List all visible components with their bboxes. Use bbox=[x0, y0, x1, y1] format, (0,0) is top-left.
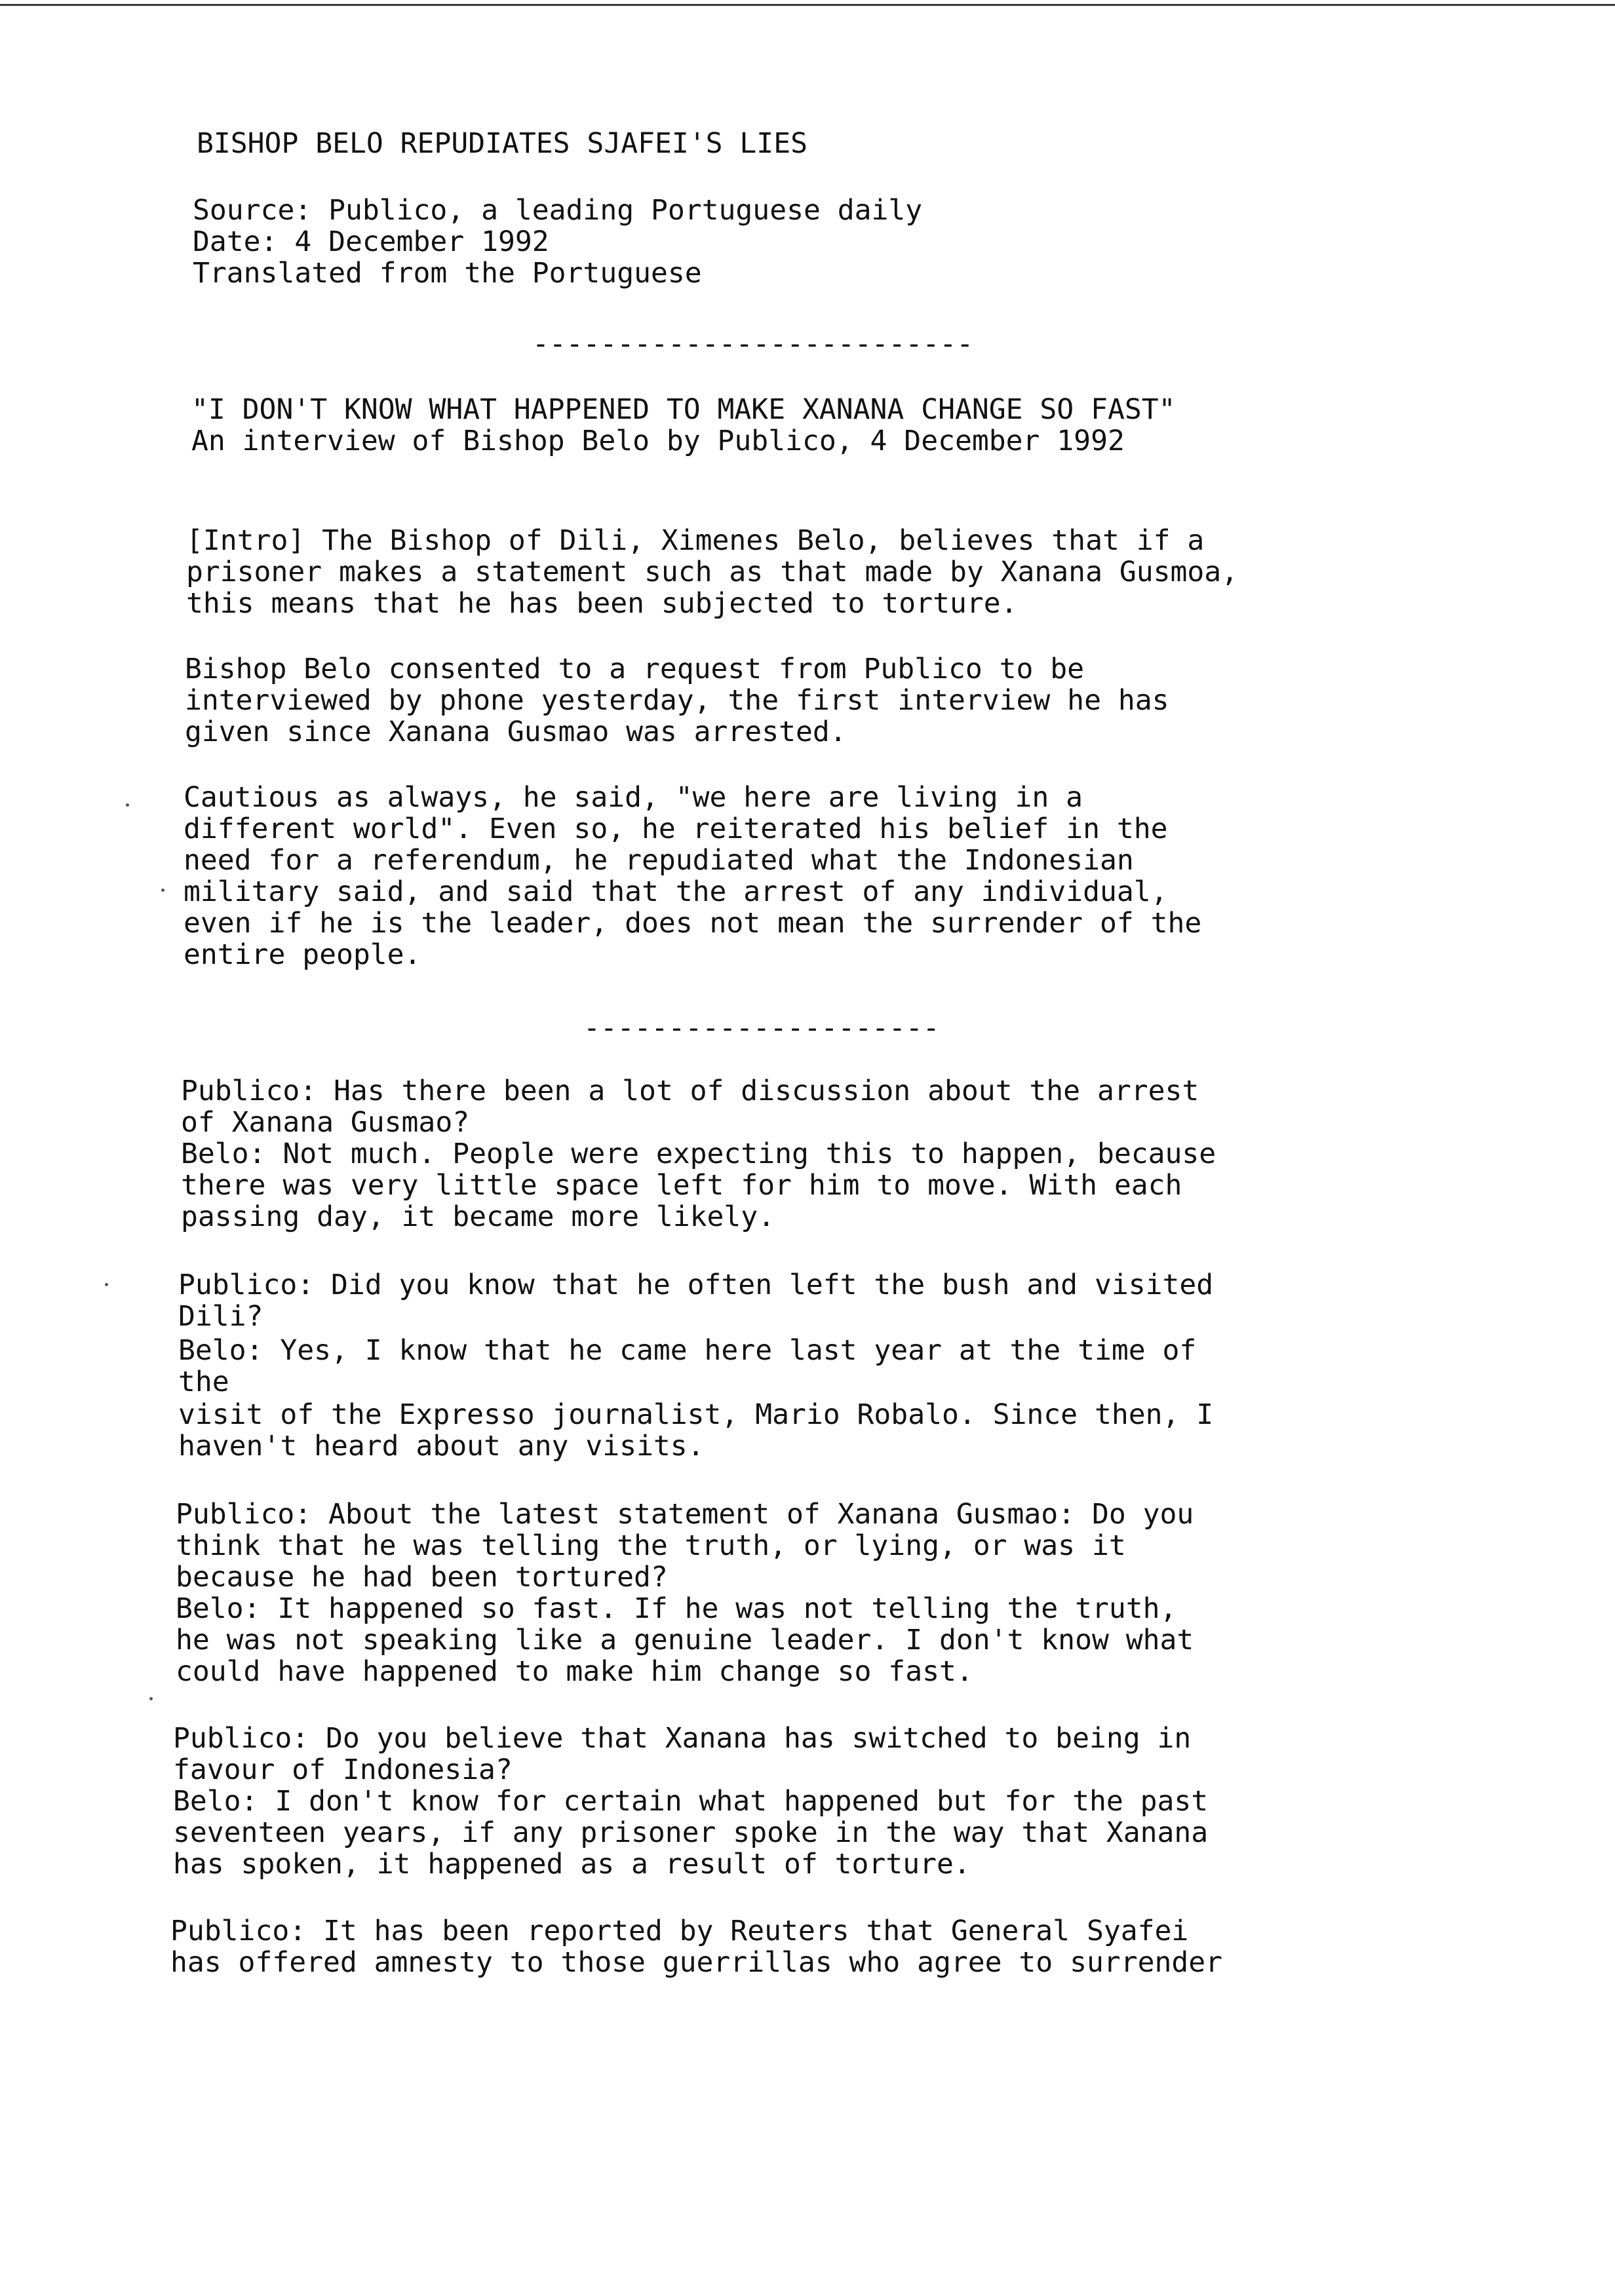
paragraph-line: interviewed by phone yesterday, the first interview he has bbox=[185, 684, 1169, 717]
qa-line: the bbox=[178, 1366, 229, 1398]
intro-line: this means that he has been subjected to torture. bbox=[186, 587, 1018, 620]
scan-speck bbox=[126, 803, 129, 807]
qa-line: he was not speaking like a genuine leader. I don't know what bbox=[176, 1624, 1194, 1656]
separator-line: -------------------------- bbox=[532, 328, 974, 360]
paragraph-line: different world". Even so, he reiterated his belief in the bbox=[184, 813, 1168, 845]
scan-speck bbox=[161, 889, 165, 892]
paragraph-line: entire people. bbox=[184, 938, 421, 971]
qa-line: Publico: Did you know that he often left the bush and visited bbox=[178, 1269, 1214, 1301]
headline-quote: "I DON'T KNOW WHAT HAPPENED TO MAKE XANANA CHANGE SO FAST" bbox=[191, 393, 1176, 426]
qa-line: favour of Indonesia? bbox=[173, 1753, 513, 1786]
qa-line: Belo: I don't know for certain what happened but for the past bbox=[173, 1785, 1209, 1818]
qa-line: Publico: Has there been a lot of discussion about the arrest bbox=[181, 1075, 1199, 1107]
meta-date: Date: 4 December 1992 bbox=[193, 225, 549, 258]
paragraph-line: given since Xanana Gusmao was arrested. bbox=[185, 716, 847, 748]
paragraph-line: even if he is the leader, does not mean the surrender of the bbox=[184, 907, 1202, 940]
qa-line: seventeen years, if any prisoner spoke in the way that Xanana bbox=[173, 1816, 1209, 1849]
intro-line: prisoner makes a statement such as that made by Xanana Gusmoa, bbox=[186, 556, 1239, 588]
paragraph-line: military said, and said that the arrest of any individual, bbox=[184, 875, 1168, 908]
qa-line: Belo: It happened so fast. If he was not telling the truth, bbox=[176, 1592, 1177, 1625]
intro-line: [Intro] The Bishop of Dili, Ximenes Belo, believes that if a bbox=[186, 524, 1205, 557]
qa-line: has offered amnesty to those guerrillas who agree to surrender bbox=[170, 1946, 1223, 1979]
headline-subtitle: An interview of Bishop Belo by Publico, 4 December 1992 bbox=[191, 425, 1125, 457]
qa-line: Publico: Do you believe that Xanana has switched to being in bbox=[173, 1722, 1192, 1755]
meta-translation: Translated from the Portuguese bbox=[193, 257, 702, 290]
qa-line: of Xanana Gusmao? bbox=[181, 1106, 470, 1139]
scan-speck bbox=[149, 1697, 153, 1700]
qa-line: Dili? bbox=[178, 1300, 263, 1333]
qa-line: Belo: Yes, I know that he came here last year at the time of bbox=[178, 1334, 1197, 1367]
qa-line: because he had been tortured? bbox=[176, 1561, 668, 1594]
qa-line: visit of the Expresso journalist, Mario Robalo. Since then, I bbox=[178, 1398, 1214, 1431]
paragraph-line: Bishop Belo consented to a request from Publico to be bbox=[185, 653, 1085, 685]
qa-line: haven't heard about any visits. bbox=[178, 1430, 705, 1463]
scan-speck bbox=[105, 1283, 108, 1286]
top-border-line bbox=[0, 4, 1615, 6]
qa-line: could have happened to make him change so fast. bbox=[176, 1655, 973, 1688]
qa-line: think that he was telling the truth, or lying, or was it bbox=[176, 1529, 1126, 1562]
qa-line: Publico: About the latest statement of Xanana Gusmao: Do you bbox=[176, 1498, 1194, 1531]
qa-line: Belo: Not much. People were expecting this to happen, because bbox=[181, 1138, 1216, 1170]
paragraph-line: need for a referendum, he repudiated what the Indonesian bbox=[184, 844, 1134, 877]
qa-line: passing day, it became more likely. bbox=[181, 1200, 775, 1233]
qa-line: has spoken, it happened as a result of torture. bbox=[173, 1848, 971, 1881]
paragraph-line: Cautious as always, he said, "we here are living in a bbox=[184, 781, 1083, 814]
meta-source: Source: Publico, a leading Portuguese daily bbox=[193, 194, 923, 227]
separator-line: --------------------- bbox=[583, 1012, 940, 1044]
document-title: BISHOP BELO REPUDIATES SJAFEI'S LIES bbox=[197, 127, 808, 160]
qa-line: Publico: It has been reported by Reuters that General Syafei bbox=[170, 1915, 1189, 1947]
qa-line: there was very little space left for him to move. With each bbox=[181, 1169, 1182, 1202]
